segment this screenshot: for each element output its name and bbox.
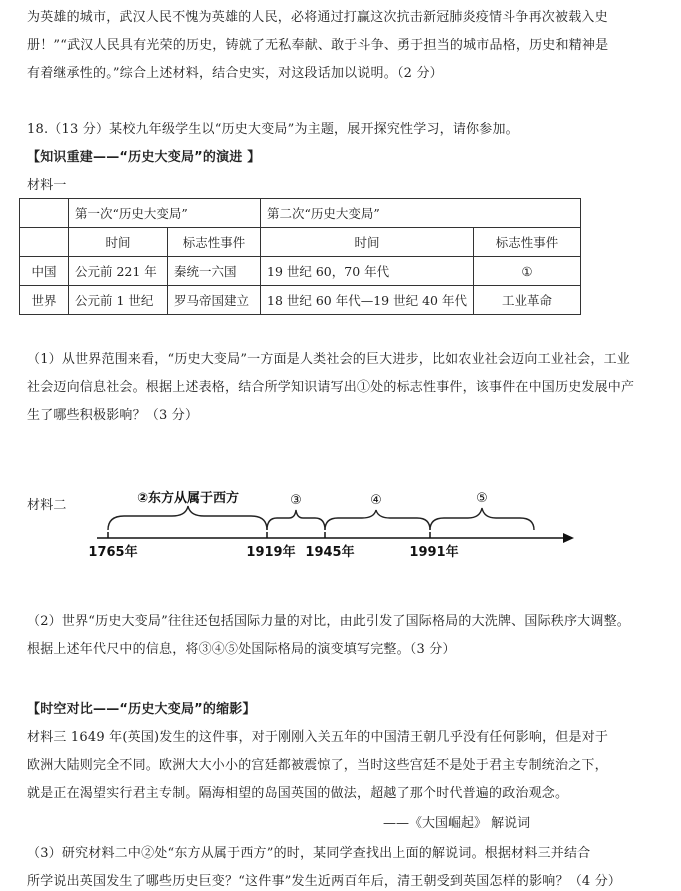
sub-question-3-line-1: （3）研究材料二中②处“东方从属于西方”的时，某同学查找出上面的解说词。根据材料三并结合 bbox=[27, 846, 591, 861]
material-2-label: 材料二 bbox=[27, 498, 67, 513]
first-change-header: 第一次“历史大变局” bbox=[69, 199, 261, 228]
material-3-line-2: 欧洲大陆则完全不同。欧洲大大小小的宫廷都被震惊了，当时这些宫廷不是处于君主专制统治之下， bbox=[27, 758, 608, 773]
history-change-table bbox=[19, 198, 581, 315]
year-label: 1945年 bbox=[305, 545, 355, 560]
row-label-world: 世界 bbox=[20, 286, 69, 315]
table-blank-cell bbox=[20, 228, 69, 257]
table-corner-cell bbox=[20, 199, 69, 228]
second-change-header: 第二次“历史大变局” bbox=[261, 199, 581, 228]
table-cell: 公元前 221 年 bbox=[69, 257, 168, 286]
col-time-1: 时间 bbox=[69, 228, 168, 257]
blank-marker-1: ① bbox=[473, 257, 580, 286]
sub-question-3-line-2: 所学说出英国发生了哪些历史巨变？“这件事”发生近两百年后，清王朝受到英国怎样的影响？（4 分） bbox=[27, 874, 622, 889]
brace-label-4: ④ bbox=[370, 493, 382, 508]
table-row bbox=[20, 286, 581, 315]
year-label: 1991年 bbox=[409, 545, 459, 560]
timeline-chart bbox=[0, 480, 681, 570]
sub-question-1-line-2: 社会迈向信息社会。根据上述表格，结合所学知识请写出①处的标志性事件，该事件在中国历史发展中产 bbox=[27, 380, 635, 395]
col-time-2: 时间 bbox=[261, 228, 474, 257]
intro-line-2: 册！”“武汉人民具有光荣的历史，铸就了无私奉献、敢于斗争、勇于担当的城市品格，历史和精神是 bbox=[27, 38, 609, 53]
sub-question-1-line-1: （1）从世界范围来看，“历史大变局”一方面是人类社会的巨大进步，比如农业社会迈向工业社会，工业 bbox=[27, 352, 630, 367]
table-cell: 19 世纪 60，70 年代 bbox=[261, 257, 474, 286]
table-cell: 秦统一六国 bbox=[168, 257, 261, 286]
year-label: 1919年 bbox=[246, 545, 296, 560]
material-3-source: ——《大国崛起》 解说词 bbox=[383, 816, 531, 831]
brace-period-5 bbox=[430, 508, 534, 530]
sub-question-2-line-2: 根据上述年代尺中的信息，将③④⑤处国际格局的演变填写完整。（3 分） bbox=[27, 642, 456, 657]
brace-label-5: ⑤ bbox=[476, 491, 488, 506]
sub-question-2-line-1: （2）世界“历史大变局”往往还包括国际力量的对比，由此引发了国际格局的大洗牌、国际秩序大调整。 bbox=[27, 614, 630, 629]
table-cell: 工业革命 bbox=[473, 286, 580, 315]
brace-period-4 bbox=[325, 510, 430, 530]
table-row bbox=[20, 257, 581, 286]
col-event-2: 标志性事件 bbox=[473, 228, 580, 257]
question-18-intro: 18.（13 分）某校九年级学生以“历史大变局”为主题，展开探究性学习，请你参加。 bbox=[27, 122, 519, 137]
brace-label-2: ②东方从属于西方 bbox=[136, 491, 240, 506]
intro-line-3: 有着继承性的。”综合上述材料，结合史实，对这段话加以说明。（2 分） bbox=[27, 66, 443, 81]
material-1-label: 材料一 bbox=[27, 178, 67, 193]
section-title-comparison: 【时空对比——“历史大变局”的缩影】 bbox=[27, 702, 256, 717]
timeline-arrow-icon bbox=[563, 533, 574, 543]
table-cell: 公元前 1 世纪 bbox=[69, 286, 168, 315]
year-label: 1765年 bbox=[88, 545, 138, 560]
section-title-knowledge: 【知识重建——“历史大变局”的演进 】 bbox=[27, 150, 261, 165]
intro-line-1: 为英雄的城市，武汉人民不愧为英雄的人民，必将通过打赢这次抗击新冠肺炎疫情斗争再次被载入史 bbox=[27, 10, 608, 25]
brace-period-3 bbox=[267, 510, 325, 530]
brace-period-2 bbox=[108, 506, 267, 530]
material-3-line-1: 材料三 1649 年(英国)发生的这件事，对于刚刚入关五年的中国清王朝几乎没有任何影响，但是对于 bbox=[27, 730, 609, 745]
brace-label-3: ③ bbox=[290, 493, 302, 508]
table-cell: 18 世纪 60 年代—19 世纪 40 年代 bbox=[261, 286, 474, 315]
sub-question-1-line-3: 生了哪些积极影响？（3 分） bbox=[27, 408, 199, 423]
table-cell: 罗马帝国建立 bbox=[168, 286, 261, 315]
col-event-1: 标志性事件 bbox=[168, 228, 261, 257]
material-3-line-3: 就是正在渴望实行君主专制。隔海相望的岛国英国的做法，超越了那个时代普遍的政治观念。 bbox=[27, 786, 569, 801]
row-label-china: 中国 bbox=[20, 257, 69, 286]
